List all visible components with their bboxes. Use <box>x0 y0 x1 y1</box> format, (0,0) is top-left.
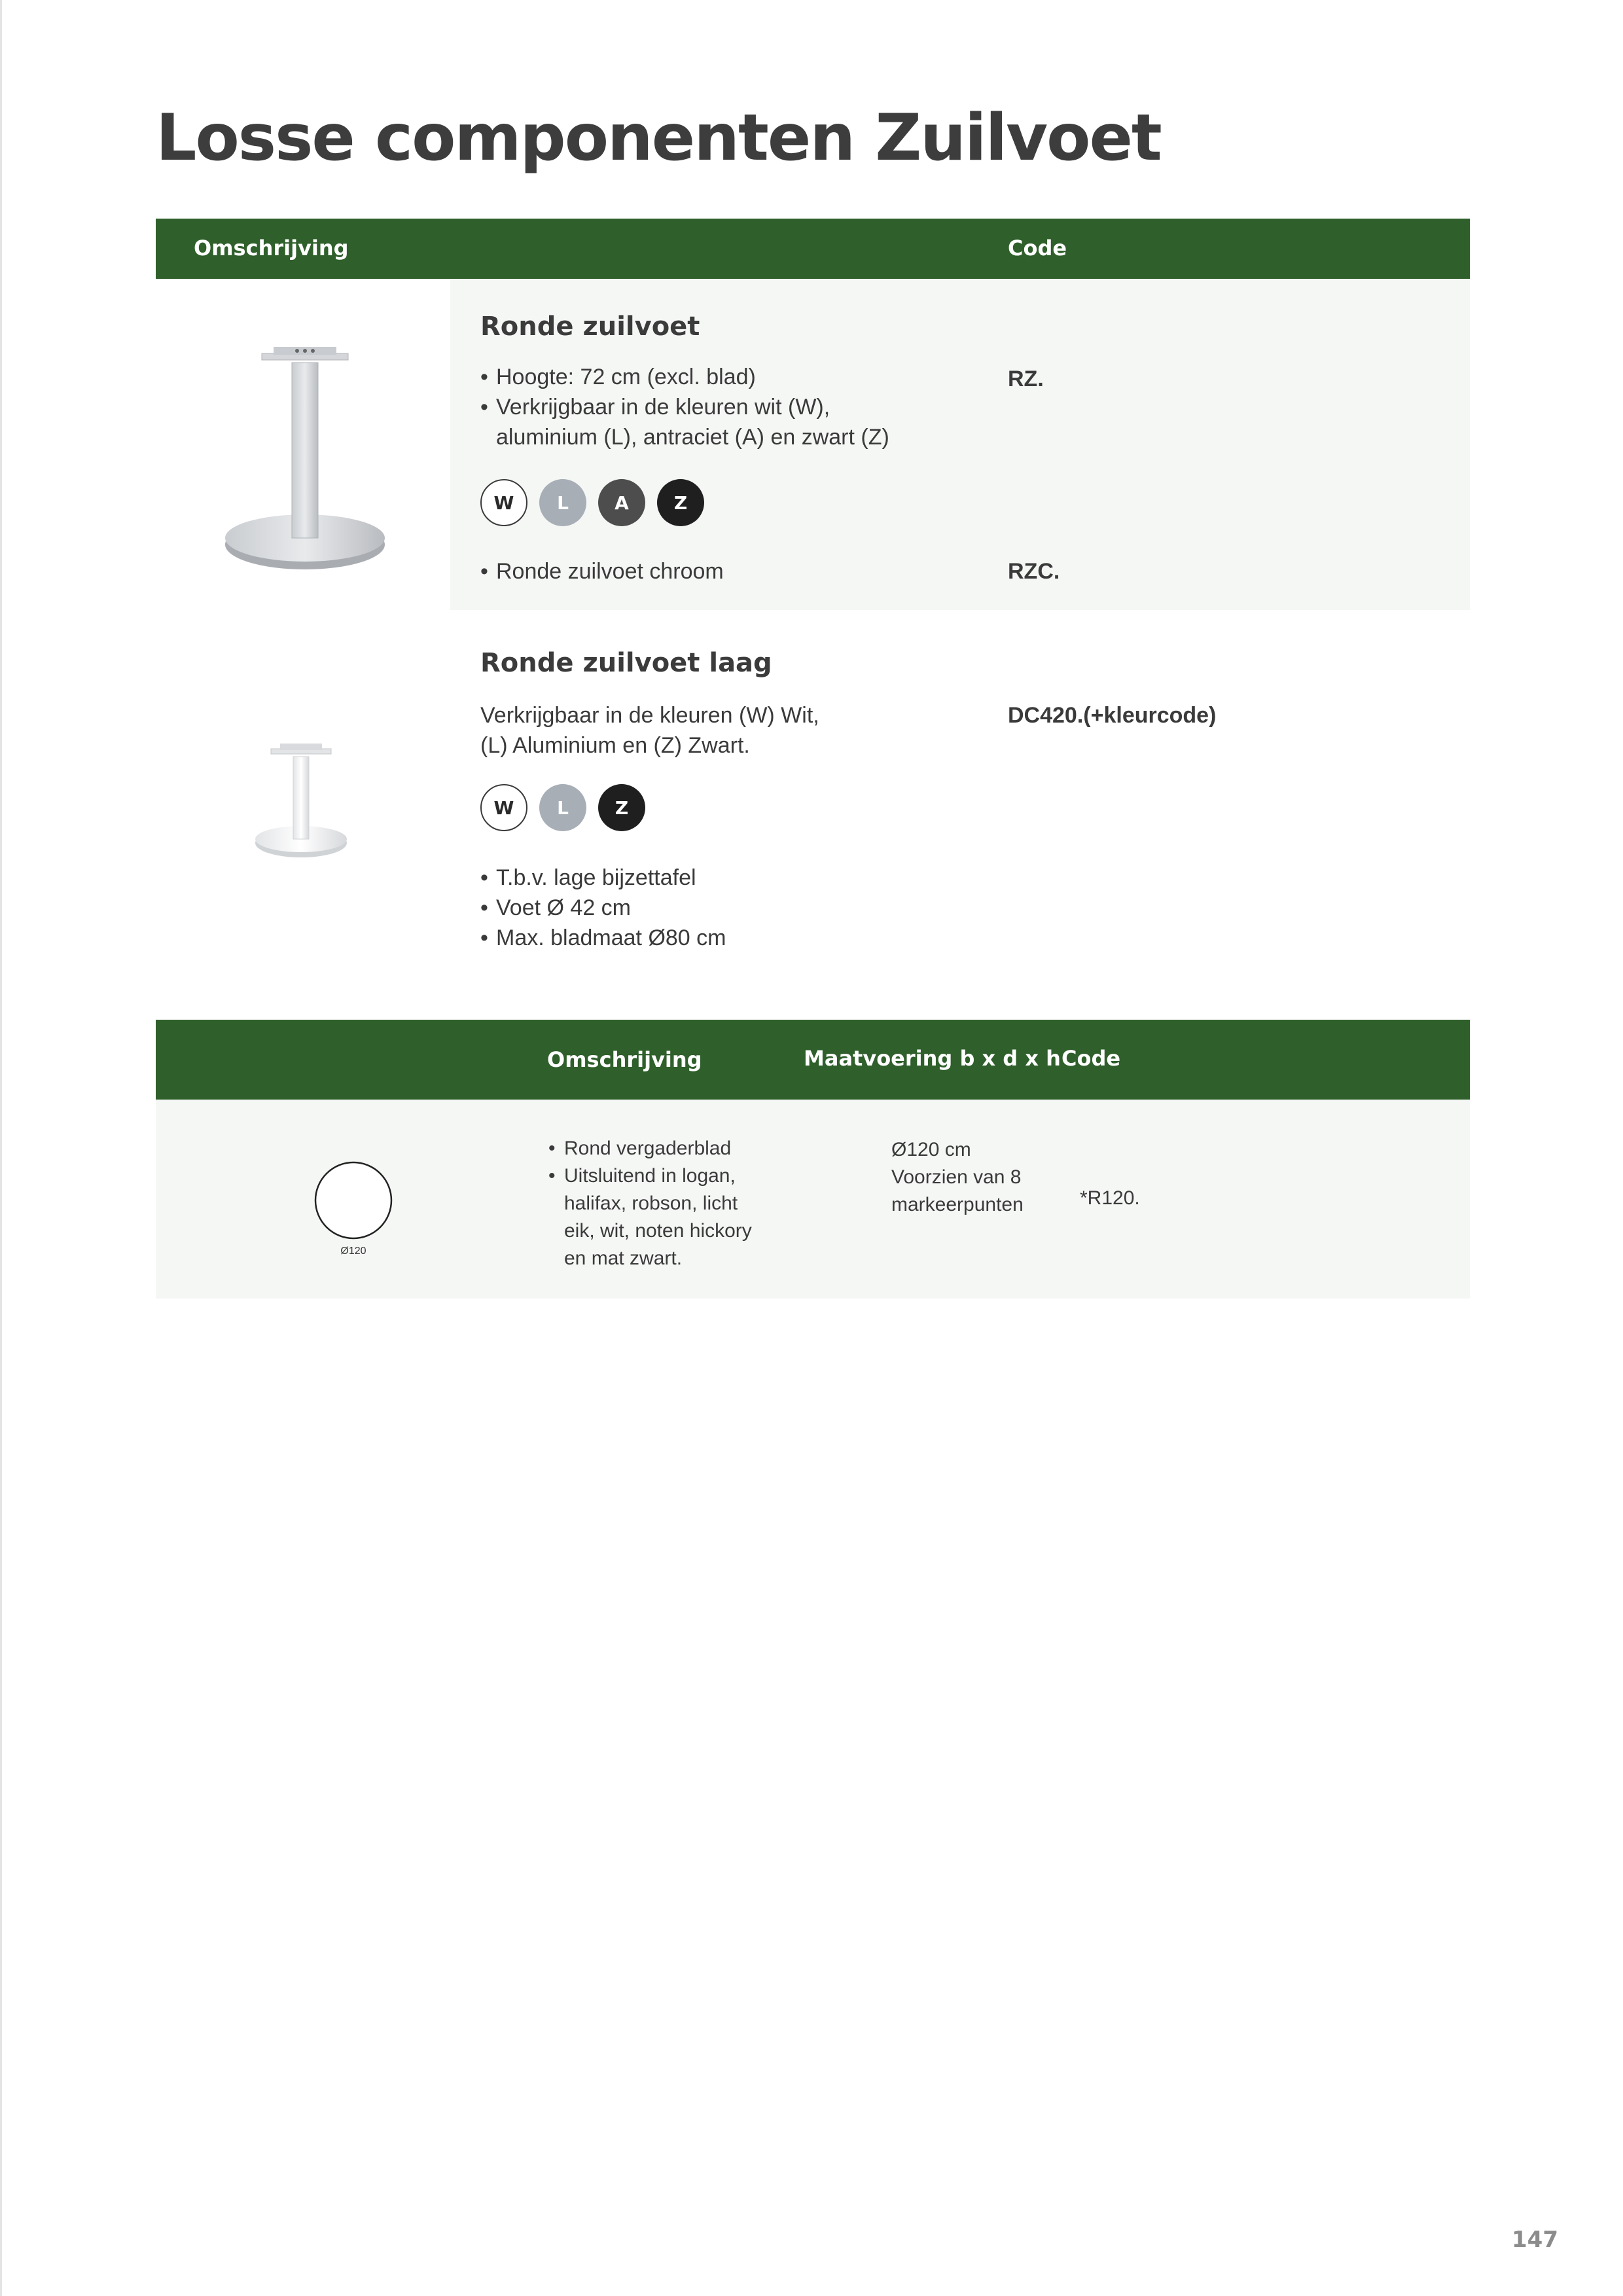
column-base-tall-icon <box>216 340 394 576</box>
swatch-aluminium: L <box>539 784 586 831</box>
product-1-extra-code: RZC. <box>1008 559 1060 584</box>
tabletop-bullet-continuation: eik, wit, noten hickory <box>564 1220 752 1242</box>
product-1-title: Ronde zuilvoet <box>480 312 700 342</box>
table1-header <box>156 219 1470 279</box>
product-1-extra <box>480 556 724 586</box>
page-title: Losse componenten Zuilvoet <box>156 101 1161 175</box>
table2-header-code: Code <box>1061 1046 1121 1071</box>
tabletop-bullet: • Rond vergaderblad <box>548 1135 752 1162</box>
tabletop-description <box>548 1135 752 1272</box>
swatch-white: W <box>480 479 527 526</box>
product-2-bullet: • T.b.v. lage bijzettafel <box>480 863 726 893</box>
product-2-bullet: • Voet Ø 42 cm <box>480 893 726 923</box>
tabletop-bullet-continuation: en mat zwart. <box>564 1247 683 1269</box>
page-number: 147 <box>1512 2227 1558 2253</box>
tabletop-dimension-line: Ø120 cm <box>891 1139 971 1160</box>
tabletop-figure-label: Ø120 <box>340 1246 366 1257</box>
tabletop-bullet-continuation: halifax, robson, licht <box>564 1193 738 1214</box>
swatch-aluminium: L <box>539 479 586 526</box>
tabletop-dimension-line: markeerpunten <box>891 1194 1024 1215</box>
product-1-extra-bullet: • Ronde zuilvoet chroom <box>480 556 724 586</box>
product-2-description-line: (L) Aluminium en (Z) Zwart. <box>480 733 750 758</box>
product-2-bullets <box>480 863 726 953</box>
product-1-bullet: • Verkrijgbaar in de kleuren wit (W), <box>480 392 889 422</box>
product-2-description <box>480 700 819 761</box>
product-1-bullet: • Hoogte: 72 cm (excl. blad) <box>480 362 889 392</box>
tabletop-bullet: • Uitsluitend in logan, <box>548 1162 752 1190</box>
swatch-black: Z <box>598 784 645 831</box>
table2-header-description: Omschrijving <box>547 1047 702 1072</box>
product-1-code: RZ. <box>1008 367 1044 391</box>
swatch-black: Z <box>657 479 704 526</box>
tabletop-dimensions <box>891 1136 1024 1219</box>
swatch-antraciet: A <box>598 479 645 526</box>
table2-header <box>156 1020 1470 1100</box>
swatch-white: W <box>480 784 527 831</box>
product-2-code: DC420.(+kleurcode) <box>1008 703 1217 728</box>
table1-header-code: Code <box>1008 236 1067 260</box>
tabletop-code: *R120. <box>1080 1187 1140 1209</box>
column-base-low-icon <box>249 737 353 861</box>
product-2-bullet: • Max. bladmaat Ø80 cm <box>480 923 726 953</box>
product-1-details <box>480 362 889 452</box>
page-edge-line <box>0 0 2 2296</box>
table2-header-dimensions: Maatvoering b x d x h <box>804 1046 1061 1071</box>
product-1-bullet-continuation: aluminium (L), antraciet (A) en zwart (Z) <box>496 425 889 450</box>
tabletop-dimension-line: Voorzien van 8 <box>891 1166 1022 1188</box>
table1-header-description: Omschrijving <box>194 236 349 260</box>
product-2-description-line: Verkrijgbaar in de kleuren (W) Wit, <box>480 703 819 728</box>
product-2-title: Ronde zuilvoet laag <box>480 648 772 678</box>
